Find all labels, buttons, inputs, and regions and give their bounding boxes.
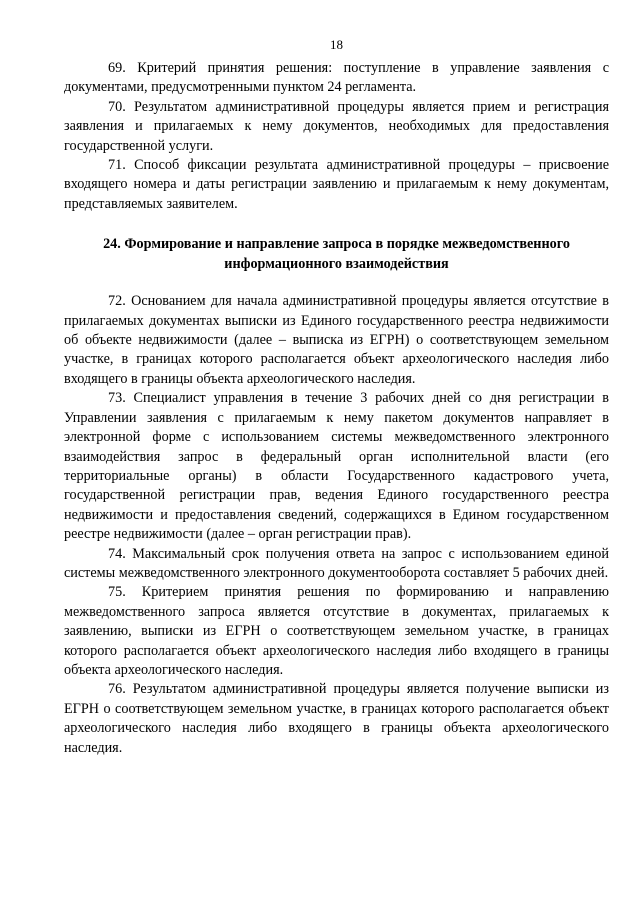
section-heading (64, 234, 609, 274)
paragraph-71: 71. Способ фиксации результата административной процедуры – присвоение входящего номера и даты регистрации заявлению и прилагаемым к нему документам, представляемых заявителем. (64, 157, 609, 212)
paragraph-block-interagency (64, 292, 609, 758)
section-spacer (64, 274, 609, 292)
paragraph-69: 69. Критерий принятия решения: поступление в управление заявления с документами, предусмотренными пунктом 24 регламента. (64, 60, 609, 96)
section-heading-line-1: 24. Формирование и направление запроса в порядке межведомственного (103, 236, 570, 253)
section-heading-line-2: информационного взаимодействия (224, 256, 449, 273)
paragraph-72: 72. Основанием для начала административной процедуры является отсутствие в прилагаемых документах выписки из Единого государственного реестра недвижимости об объекте недвижимости (далее – выписка из ЕГРН) о соответствующем земельном участке, в границах которого располагается объект археологического наследия либо входящего в границы объекта археологического наследия. (64, 293, 609, 387)
paragraph-74: 74. Максимальный срок получения ответа на запрос с использованием единой системы межведомственного электронного документооборота составляет 5 рабочих дней. (64, 545, 609, 581)
paragraph-76: 76. Результатом административной процедуры является получение выписки из ЕГРН о соответствующем земельном участке, в границах которого располагается объект археологического наследия либо входящего в границы объекта археологического наследия. (64, 681, 609, 756)
paragraph-75: 75. Критерием принятия решения по формированию и направлению межведомственного запроса является отсутствие в документах, прилагаемых к заявлению, выписки из ЕГРН о соответствующем земельном участке, в границах которого располагается объект археологического наследия либо входящего в границы объекта археологического наследия. (64, 584, 609, 678)
paragraph-block-procedures (64, 59, 609, 214)
paragraph-73: 73. Специалист управления в течение 3 рабочих дней со дня регистрации в Управлении заявления с прилагаемым к нему пакетом документов направляет в электронной форме с использованием системы межведомственного электронного взаимодействия запрос в федеральный орган исполнительной власти (его территориальные органы) в области Государственного кадастрового учета, государственной регистрации прав, ведения Единого государственного реестра недвижимости и предоставления сведений, содержащихся в Едином государственном реестре недвижимости (далее – орган регистрации прав). (64, 390, 609, 543)
paragraph-70: 70. Результатом административной процедуры является прием и регистрация заявления и прилагаемых к нему документов, необходимых для предоставления государственной услуги. (64, 98, 609, 154)
page-number: 18 (330, 37, 343, 52)
